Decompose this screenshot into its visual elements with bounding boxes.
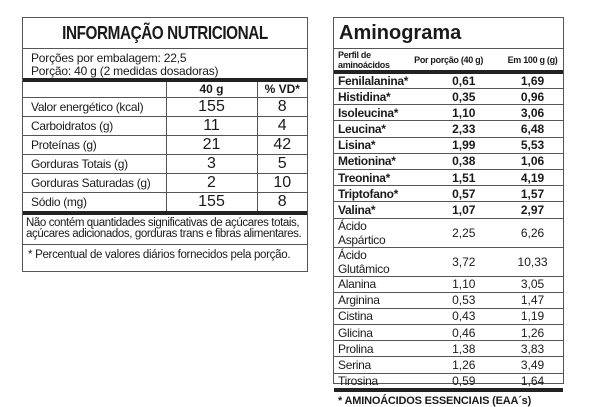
nutrient-amount: 155 xyxy=(166,97,257,116)
amino-row xyxy=(334,247,563,276)
nutrition-row xyxy=(23,173,307,192)
nutrition-row xyxy=(23,97,307,116)
amino-portion: 0,38 xyxy=(408,153,502,169)
nutrient-vd: 8 xyxy=(257,192,307,213)
aminogram-panel xyxy=(333,17,564,407)
amino-row xyxy=(334,202,563,218)
nutrient-label: Proteínas (g) xyxy=(23,135,166,154)
amino-portion: 3,72 xyxy=(408,247,502,276)
amino-per100: 1,57 xyxy=(502,186,563,202)
amino-portion: 2,33 xyxy=(408,121,502,137)
nutrient-amount: 21 xyxy=(166,135,257,154)
amino-portion: 1,10 xyxy=(408,105,502,121)
amino-row xyxy=(334,308,563,324)
portions-per-package: Porções por embalagem: 22,5 xyxy=(31,51,187,65)
amino-portion: 0,43 xyxy=(408,308,502,324)
nutrient-label: Carboidratos (g) xyxy=(23,116,166,135)
amino-per100: 2,97 xyxy=(502,202,563,218)
nutrient-label: Sódio (mg) xyxy=(23,192,166,213)
amino-name: Triptofano* xyxy=(334,186,408,202)
nutrient-vd: 5 xyxy=(257,154,307,173)
amino-name: Glicina xyxy=(334,325,408,341)
amino-portion: 1,99 xyxy=(408,137,502,153)
amino-row xyxy=(334,137,563,153)
note-line: Não contém quantidades significativas de açúcares totais, xyxy=(26,216,300,229)
nutrition-row xyxy=(23,135,307,154)
amino-per100: 1,47 xyxy=(502,292,563,308)
amino-portion: 0,59 xyxy=(408,373,502,390)
amino-portion: 0,46 xyxy=(408,325,502,341)
header-amount: 40 g xyxy=(166,82,257,97)
header-per100: Em 100 g (g) xyxy=(502,49,563,72)
amino-name: Valina* xyxy=(334,202,408,218)
nutrient-label: Gorduras Totais (g) xyxy=(23,154,166,173)
nutrition-header-row xyxy=(23,82,307,97)
amino-per100: 1,69 xyxy=(502,72,563,89)
portion-info xyxy=(23,49,307,82)
nutrition-row xyxy=(23,154,307,173)
amino-portion: 1,10 xyxy=(408,276,502,292)
nutrient-vd: 8 xyxy=(257,97,307,116)
aminogram-footnote: * AMINOÁCIDOS ESSENCIAIS (EAA´s) xyxy=(338,394,532,407)
amino-name: Metionina* xyxy=(334,153,408,169)
amino-per100: 3,49 xyxy=(502,357,563,373)
amino-portion: 1,07 xyxy=(408,202,502,218)
amino-per100: 4,19 xyxy=(502,169,563,185)
nutrition-facts-panel xyxy=(22,17,308,272)
nutrient-amount: 2 xyxy=(166,173,257,192)
amino-name: Serina xyxy=(334,357,408,373)
amino-name: Arginina xyxy=(334,292,408,308)
amino-name: Isoleucina* xyxy=(334,105,408,121)
header-profile: Perfil de aminoácidos xyxy=(334,49,408,72)
amino-name: Fenilalanina* xyxy=(334,72,408,89)
amino-portion: 2,25 xyxy=(408,218,502,247)
amino-portion: 0,61 xyxy=(408,72,502,89)
amino-name: Ácido Glutâmico xyxy=(334,247,408,276)
amino-name: Cistina xyxy=(334,308,408,324)
amino-row xyxy=(334,276,563,292)
amino-name: Lisina* xyxy=(334,137,408,153)
amino-per100: 3,05 xyxy=(502,276,563,292)
amino-row xyxy=(334,357,563,373)
nutrition-table xyxy=(23,82,307,215)
portion-size: Porção: 40 g (2 medidas dosadoras) xyxy=(31,64,219,78)
amino-per100: 5,53 xyxy=(502,137,563,153)
header-label xyxy=(23,82,166,97)
amino-portion: 0,57 xyxy=(408,186,502,202)
nutrient-amount: 155 xyxy=(166,192,257,213)
nutrition-title-text: INFORMAÇÃO NUTRICIONAL xyxy=(62,23,268,43)
amino-row xyxy=(334,341,563,357)
amino-portion: 0,35 xyxy=(408,89,502,105)
amino-row xyxy=(334,218,563,247)
amino-row xyxy=(334,153,563,169)
amino-row xyxy=(334,186,563,202)
amino-name: Histidina* xyxy=(334,89,408,105)
amino-row xyxy=(334,169,563,185)
amino-per100: 6,26 xyxy=(502,218,563,247)
nutrition-row xyxy=(23,192,307,213)
amino-row xyxy=(334,373,563,390)
amino-per100: 3,83 xyxy=(502,341,563,357)
amino-name: Treonina* xyxy=(334,169,408,185)
amino-portion: 1,51 xyxy=(408,169,502,185)
nutrient-amount: 11 xyxy=(166,116,257,135)
nutrition-row xyxy=(23,116,307,135)
nutrient-vd: 4 xyxy=(257,116,307,135)
nutrition-note xyxy=(23,215,307,245)
amino-portion: 0,53 xyxy=(408,292,502,308)
header-vd: % VD* xyxy=(257,82,307,97)
nutrition-footnote: * Percentual de valores diários fornecidos pela porção. xyxy=(28,248,291,261)
amino-name: Prolina xyxy=(334,341,408,357)
nutrition-title xyxy=(23,18,307,49)
amino-per100: 6,48 xyxy=(502,121,563,137)
amino-per100: 1,19 xyxy=(502,308,563,324)
aminogram-header-row xyxy=(334,49,563,72)
amino-name: Leucina* xyxy=(334,121,408,137)
amino-row xyxy=(334,105,563,121)
amino-row xyxy=(334,72,563,89)
amino-per100: 3,06 xyxy=(502,105,563,121)
amino-per100: 10,33 xyxy=(502,247,563,276)
note-line: açúcares adicionados, gorduras trans e fibras alimentares. xyxy=(26,227,302,240)
aminogram-table xyxy=(334,49,563,392)
amino-per100: 1,64 xyxy=(502,373,563,390)
amino-per100: 1,06 xyxy=(502,153,563,169)
amino-name: Ácido Aspártico xyxy=(334,218,408,247)
amino-row xyxy=(334,89,563,105)
amino-per100: 0,96 xyxy=(502,89,563,105)
amino-row xyxy=(334,292,563,308)
nutrient-label: Gorduras Saturadas (g) xyxy=(23,173,166,192)
amino-name: Tirosina xyxy=(334,373,408,390)
nutrient-label: Valor energético (kcal) xyxy=(23,97,166,116)
amino-row xyxy=(334,121,563,137)
aminogram-title: Aminograma xyxy=(334,18,563,49)
nutrient-amount: 3 xyxy=(166,154,257,173)
amino-portion: 1,26 xyxy=(408,357,502,373)
amino-row xyxy=(334,325,563,341)
amino-per100: 1,26 xyxy=(502,325,563,341)
amino-portion: 1,38 xyxy=(408,341,502,357)
amino-name: Alanina xyxy=(334,276,408,292)
nutrient-vd: 10 xyxy=(257,173,307,192)
header-portion: Por porção (40 g) xyxy=(408,49,502,72)
nutrient-vd: 42 xyxy=(257,135,307,154)
